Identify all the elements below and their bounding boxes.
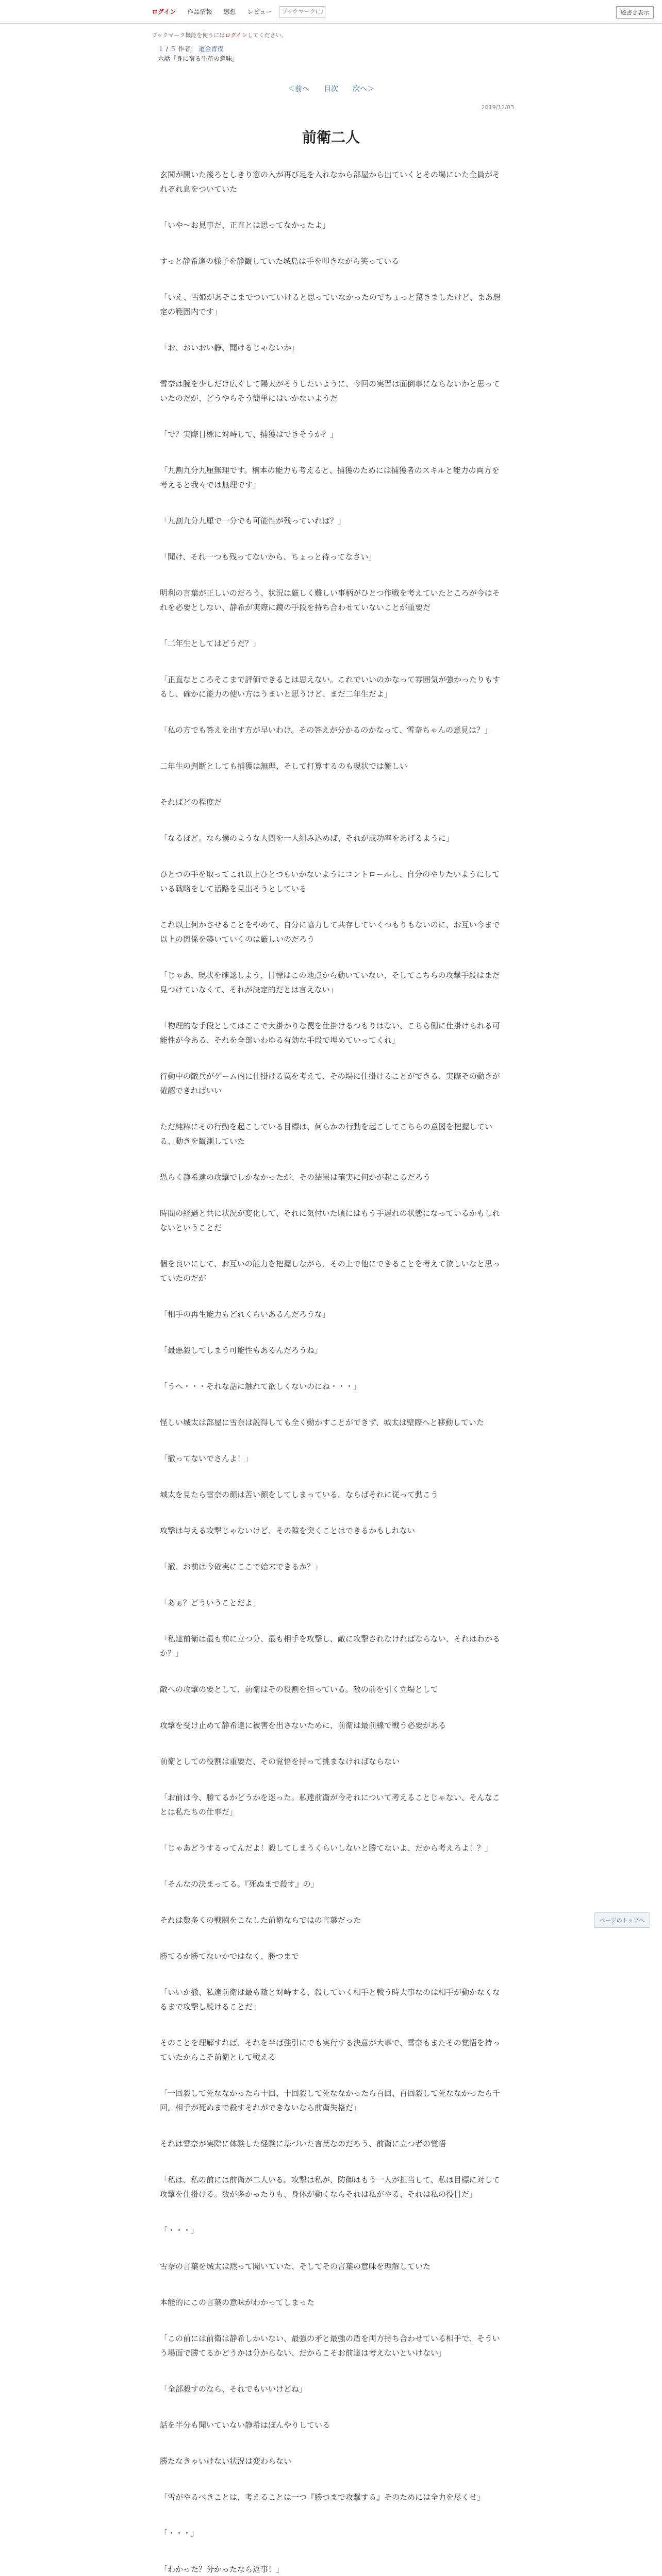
- story-paragraph: 勝たなきゃいけない状況は変わらない: [160, 2456, 292, 2466]
- story-title: 前衛二人: [302, 129, 360, 146]
- story-paragraph: 「そんなの決まってる。『死ぬまで殺す』の」: [160, 1879, 319, 1889]
- story-paragraph: 「じゃあ、現状を確認しよう、目標はこの地点から動いていない、そしてこちらの攻撃手段はまだ見つけていなくて、それが決定的だとは言えない」: [160, 971, 500, 995]
- story-paragraph: 「正直なところそこまで評価できるとは思えない。これでいいのかなって雰囲気が強かったりもするし、確かに能力の使い方はうまいと思うけど、まだ二年生だよ」: [160, 675, 501, 699]
- breadcrumb: [0, 39, 662, 64]
- vertical-display-button[interactable]: 縦書き表示: [616, 6, 654, 19]
- breadcrumb-author-label: 作者：: [178, 45, 197, 53]
- story-paragraph: 「聞け、それ一つも残ってないから、ちょっと待ってなさい」: [160, 552, 376, 562]
- story-body: [160, 167, 502, 2576]
- story-paragraph: 話を半分も聞いていない静希はぼんやりしている: [160, 2420, 330, 2430]
- bookmark-add-input[interactable]: [279, 6, 325, 18]
- story-paragraph: 行動中の敵兵がゲーム内に仕掛ける罠を考えて、その場に仕掛けることができる、実際その動きが確認できればいい: [160, 1072, 500, 1096]
- story-paragraph: 「撤ってないでさんよ！」: [160, 1454, 253, 1464]
- story-paragraph: 「二年生としてはどうだ？」: [160, 639, 261, 649]
- story-paragraph: 「あぁ？どういうことだよ」: [160, 1598, 260, 1608]
- breadcrumb-line-1: [158, 44, 662, 54]
- story-paragraph: 敵への攻撃の要として、前衛はその役割を担っている。敵の前を引く立場として: [160, 1685, 438, 1694]
- story-paragraph: 恐らく静希達の攻撃でしかなかったが、その結果は確実に何かが起こるだろう: [160, 1173, 431, 1182]
- story-paragraph: 「この前には前衛は静希しかいない、最強の矛と最強の盾を両方持ち合わせている相手で、そういう場面で勝てるかどうかは分からない、だからこそお前達は考えないといけない」: [160, 2334, 500, 2358]
- breadcrumb-separator: /: [166, 45, 170, 53]
- story-paragraph: それは数多くの戦闘をこなした前衛ならではの言葉だった: [160, 1916, 361, 1925]
- story-date: 2019/12/03: [481, 104, 514, 111]
- story-paragraph: 雪奈は腕を少しだけ広くして陽太がそうしたいように、今回の実習は面倒事にならないかと思っていたのだが、どうやらそう簡単にはいかないようだ: [160, 379, 501, 403]
- story-paragraph: 「うへ・・・それな話に触れて欲しくないのにね・・・」: [160, 1382, 361, 1392]
- story-paragraph: 「撤、お前は今確実にここで始末できるか？」: [160, 1562, 323, 1572]
- work-info-link[interactable]: 作品情報: [187, 8, 212, 15]
- review-link[interactable]: レビュー: [247, 8, 272, 15]
- story-paragraph: 怪しい城太は部屋に雪奈は説得しても全く動かすことができず、城太は壁際へと移動していた: [160, 1418, 484, 1428]
- story-paragraph: 明利の言葉が正しいのだろう、状況は厳しく難しい事柄がひとつ作戦を考えていたところが今はそれを必要としない、静希が実際に鏡の手段を持ち合わせていないことが重要だ: [160, 588, 500, 613]
- story-paragraph: 「私達前衛は最も前に立つ分、最も相手を攻撃し、敵に攻撃されなければならない、それはわかるか？」: [160, 1634, 501, 1658]
- story-paragraph: 本能的にこの言葉の意味がわかってしまった: [160, 2298, 315, 2308]
- story-paragraph: すっと静希達の様子を静観していた城島は手を叩きながら笑っている: [160, 257, 400, 266]
- story-paragraph: 玄関が開いた後ろとしきり窓の入が再び足を入れなから部屋から出ていくとその場にいた全員がそれぞれ息をついていた: [160, 170, 501, 194]
- story-paragraph: 「九割九分九厘で一分でも可能性が残っていれば？」: [160, 516, 346, 526]
- top-navigation: [0, 0, 662, 24]
- story-paragraph: 「九割九分九厘無理です。楠本の能力も考えると、捕獲のためには捕獲者のスキルと能力の両方を考えると我々では無理です」: [160, 466, 500, 490]
- index-link[interactable]: 目次: [324, 85, 338, 94]
- breadcrumb-total-link[interactable]: ５: [170, 45, 176, 53]
- story-paragraph: 城太を見たら雪奈の顔は苦い顔をしてしまっている。ならばそれに従って動こう: [160, 1490, 439, 1500]
- login-link[interactable]: ログイン: [152, 8, 176, 15]
- story-paragraph: 「最悪殺してしまう可能性もあるんだろうね」: [160, 1346, 323, 1355]
- story-paragraph: 「相手の再生能力もどれくらいあるんだろうな」: [160, 1310, 330, 1319]
- breadcrumb-chapter: 六話「身に宿る牛革の意味」: [158, 55, 239, 63]
- story-paragraph: 「わかった？分かったなら返事！」: [160, 2565, 284, 2574]
- bookmark-note: [0, 24, 662, 39]
- story-paragraph: 「・・・」: [160, 2529, 199, 2538]
- story-paragraph: 「お、おいおい静、聞けるじゃないか」: [160, 343, 300, 353]
- story-paragraph: 前衛としての役割は重要だ、その覚悟を持って挑まなければならない: [160, 1757, 400, 1767]
- story-paragraph: 「雪がやるべきことは、考えることは一つ『勝つまで攻撃する』そのためには全力を尽くせ」: [160, 2493, 485, 2502]
- breadcrumb-author-link[interactable]: 道金青夜: [198, 45, 224, 53]
- breadcrumb-episode-link[interactable]: １: [158, 45, 164, 53]
- story-paragraph: 「一回殺して死ななかったら十回、十回殺して死ななかったら百回、百回殺して死ななかったら千回。相手が死ぬまで殺すそれができないなら前衛失格だ」: [160, 2089, 501, 2113]
- story-paragraph: 「じゃあどうするってんだよ！殺してしまうくらいしないと勝てないよ、だから考えろよ！？」: [160, 1843, 493, 1853]
- impressions-link[interactable]: 感想: [223, 8, 236, 15]
- story-paragraph: 「で？実際目標に対峙して、捕獲はできそうか？」: [160, 430, 338, 439]
- story-paragraph: そのことを理解すれば、それを半ば強引にでも実行する決意が大事で、雪奈もまたその覚悟を持っていたからこそ前衛として戦える: [160, 2038, 500, 2062]
- story-paragraph: 「物理的な手段としてはここで大掛かりな罠を仕掛けるつもりはない、こちら側に仕掛けられる可能性が今ある、それを全部いわゆる有効な手段で埋めていってくれ」: [160, 1021, 500, 1045]
- prev-episode-link[interactable]: ＜前へ: [288, 85, 309, 94]
- story-paragraph: 雪奈の言葉を城太は黙って聞いていた、そしてその言葉の意味を理解していた: [160, 2262, 431, 2272]
- bookmark-login-link[interactable]: ログイン: [225, 32, 247, 39]
- story-paragraph: 二年生の判断としても捕獲は無理、そして打算するのも現状では難しい: [160, 761, 408, 771]
- story-paragraph: ただ純粋にその行動を起こしている目標は、何らかの行動を起こしてこちらの意図を把握している、動きを観測していた: [160, 1122, 493, 1146]
- story-paragraph: そればどの程度だ: [160, 798, 222, 807]
- page-top-button[interactable]: ページのトップへ: [594, 1912, 650, 1928]
- story-paragraph: 「なるほど。なら僕のような人間を一人組み込めば、それが成功率をあげるように」: [160, 834, 454, 843]
- story-paragraph: それは雪奈が実際に体験した経験に基づいた言葉なのだろう、前衛に立つ者の覚悟: [160, 2139, 446, 2149]
- story-paragraph: 「いいか撤、私達前衛は最も敵と対峙する、殺していく相手と戦う時大事なのは相手が動かなくなるまで攻撃し続けることだ」: [160, 1988, 501, 2012]
- story-paragraph: 「・・・」: [160, 2226, 199, 2235]
- story-paragraph: 「いや～お見事だ、正直とは思ってなかったよ」: [160, 221, 330, 230]
- story-paragraph: 攻撃を受け止めて静希達に被害を出さないために、前衛は最前線で戦う必要がある: [160, 1721, 446, 1731]
- bookmark-note-text: ブックマーク機能を使うには: [152, 32, 225, 39]
- story-paragraph: 「全部殺すのなら、それでもいいけどね」: [160, 2384, 307, 2394]
- bookmark-note-text-end: してください。: [247, 32, 287, 39]
- story-paragraph: 勝てるか勝てないかではなく、勝つまで: [160, 1952, 299, 1961]
- story-paragraph: 個を良いにして、お互いの能力を把握しながら、その上で他にできることを考えて欲しいなと思っていたのだが: [160, 1259, 500, 1283]
- nav-links: [147, 6, 325, 18]
- story-paragraph: 攻撃は与える攻撃じゃないけど、その隙を突くことはできるかもしれない: [160, 1526, 416, 1536]
- story-paragraph: 「私の方でも答えを出す方が早いわけ。その答えが分かるのかなって、雪奈ちゃんの意見は？」: [160, 725, 492, 735]
- story-paragraph: 「お前は今、勝てるかどうかを迷った。私達前衛が今それについて考えることじゃない、そんなことは私たちの仕事だ」: [160, 1793, 500, 1817]
- top-pager: [0, 83, 662, 94]
- story-paragraph: ひとつの手を取ってこれ以上ひとつもいかないようにコントロールし、自分のやりたいようにしている戦略をして活路を見出そうとしている: [160, 870, 500, 894]
- story-paragraph: 「いえ、雪姫があそこまでついていけると思っていなかったのでちょっと驚きましたけど、まあ想定の範囲内です」: [160, 293, 501, 317]
- story-paragraph: 「私は、私の前には前衛が二人いる。攻撃は私が、防御はもう一人が担当して、私は目標に対して攻撃を仕掛ける。数が多かったりも、身体が動くならそれは私がやる、それは私の役目だ」: [160, 2175, 500, 2199]
- story-paragraph: 時間の経過と共に状況が変化して、それに気付いた頃にはもう手遅れの状態になっているかもしれないということだ: [160, 1209, 500, 1233]
- story-paragraph: これ以上何かさせることをやめて、自分に協力して共存していくつもりもないのに、お互い今まで以上の関係を築いていくのは厳しいのだろう: [160, 920, 500, 944]
- next-episode-link[interactable]: 次へ＞: [353, 85, 374, 94]
